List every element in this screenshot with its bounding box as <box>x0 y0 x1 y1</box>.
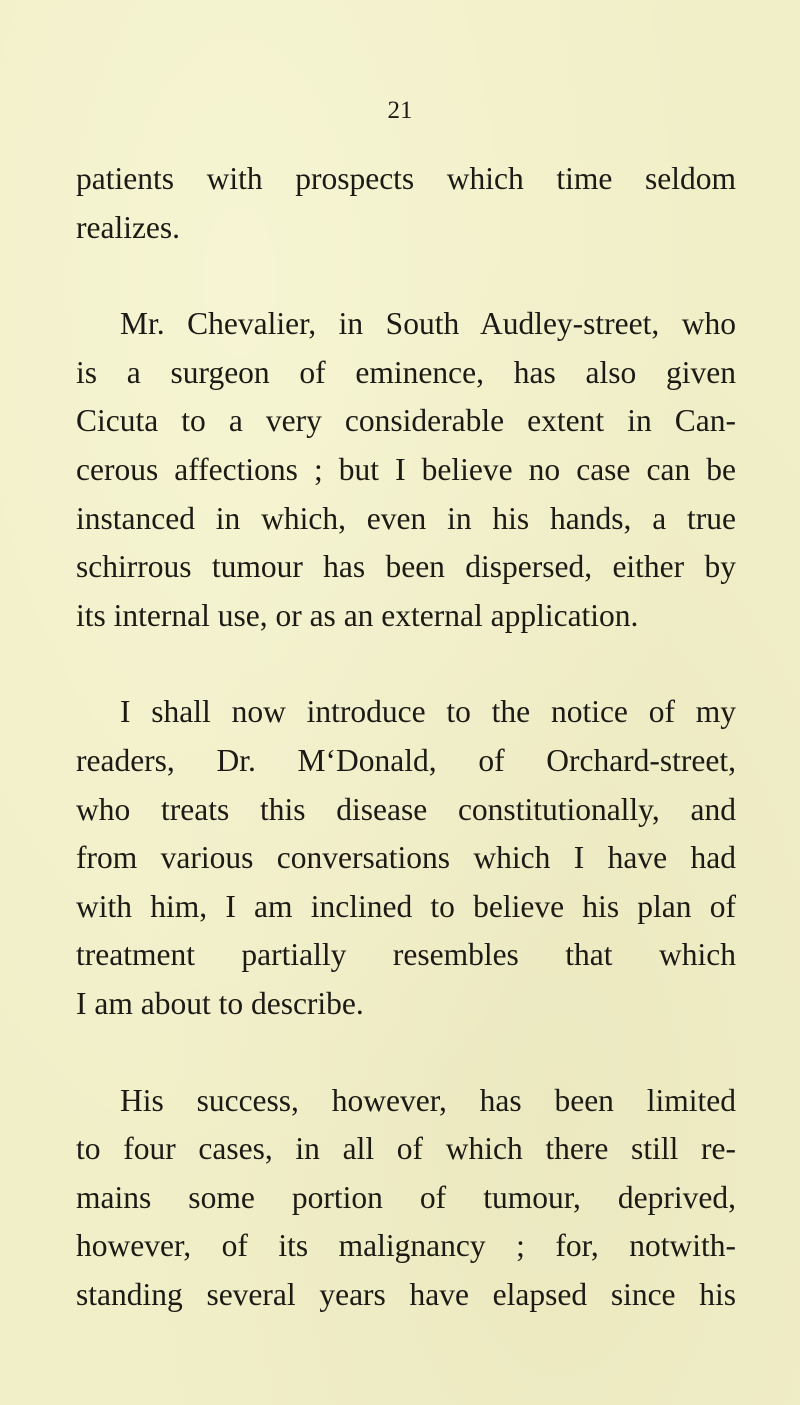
paragraph-2 <box>76 300 736 640</box>
text-line: instanced in which, even in his hands, a true <box>76 500 736 536</box>
text-line: cerous affections ; but I believe no case can be <box>76 451 736 487</box>
text-line: to four cases, in all of which there still re- <box>76 1131 736 1167</box>
text-line: from various conversations which I have had <box>76 840 736 876</box>
text-line: with him, I am inclined to believe his plan of <box>76 888 736 924</box>
text-line: Mr. Chevalier, in South Audley-street, who <box>120 306 736 342</box>
body-text <box>76 155 736 1319</box>
text-line: standing several years have elapsed since his <box>76 1276 736 1312</box>
text-line: schirrous tumour has been dispersed, either by <box>76 549 736 585</box>
text-line: His success, however, has been limited <box>120 1082 736 1118</box>
text-line: realizes. <box>76 209 181 245</box>
text-line: readers, Dr. M‘Donald, of Orchard-street, <box>76 742 736 778</box>
text-line: is a surgeon of eminence, has also given <box>76 354 736 390</box>
text-line: I shall now introduce to the notice of my <box>120 694 736 730</box>
paragraph-4 <box>76 1077 736 1320</box>
text-line: mains some portion of tumour, deprived, <box>76 1179 736 1215</box>
text-line: its internal use, or as an external application. <box>76 597 639 633</box>
text-line: Cicuta to a very considerable extent in Can- <box>76 403 736 439</box>
page-number: 21 <box>387 97 413 124</box>
text-line: I am about to describe. <box>76 985 364 1021</box>
text-line: however, of its malignancy ; for, notwith- <box>76 1228 736 1264</box>
text-line: patients with prospects which time seldom <box>76 161 736 196</box>
paragraph-1 <box>76 155 736 252</box>
text-line: treatment partially resembles that which <box>76 937 736 973</box>
paragraph-3 <box>76 688 736 1028</box>
text-line: who treats this disease constitutionally, and <box>76 791 736 827</box>
